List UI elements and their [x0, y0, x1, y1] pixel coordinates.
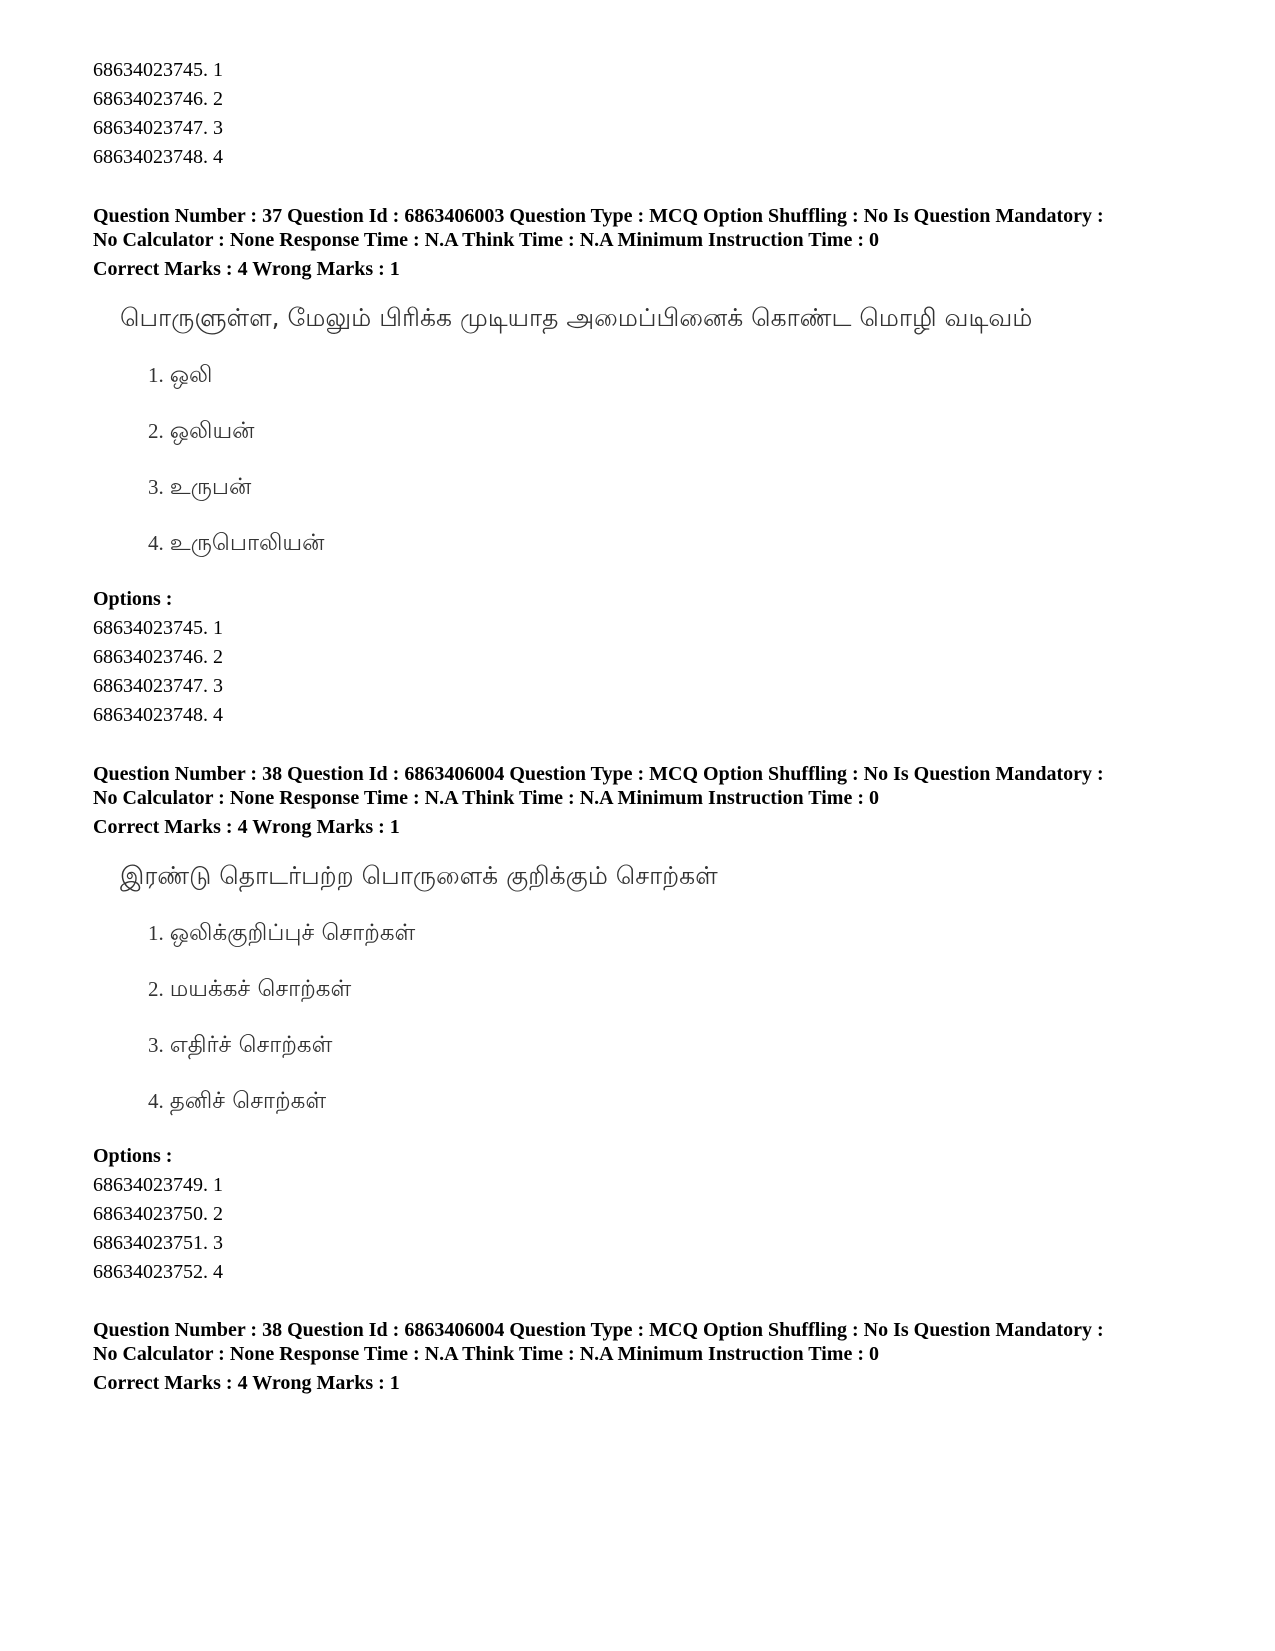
answer-choice: 3. எதிர்ச் சொற்கள் — [148, 1032, 333, 1058]
options-label: Options : — [93, 1145, 173, 1167]
option-row: 68634023747. 3 — [93, 117, 223, 139]
question-header-line-1: Question Number : 38 Question Id : 6863406004 Question Type : MCQ Option Shuffling : No Is Question Mandatory : — [93, 763, 1104, 785]
options-section — [93, 1142, 1213, 1287]
option-row: 68634023747. 3 — [93, 675, 223, 697]
options-section — [93, 585, 1213, 730]
question-header — [93, 1318, 1213, 1395]
option-row: 68634023749. 1 — [93, 1174, 223, 1196]
answer-choice: 1. ஒலி — [148, 362, 213, 388]
option-row: 68634023746. 2 — [93, 88, 223, 110]
answer-choice: 4. உருபொலியன் — [148, 530, 325, 556]
option-row: 68634023748. 4 — [93, 704, 223, 726]
question-header-line-2: No Calculator : None Response Time : N.A Think Time : N.A Minimum Instruction Time : 0 — [93, 787, 879, 809]
question-header-line-2: No Calculator : None Response Time : N.A Think Time : N.A Minimum Instruction Time : 0 — [93, 1343, 879, 1365]
question-header-line-2: No Calculator : None Response Time : N.A Think Time : N.A Minimum Instruction Time : 0 — [93, 229, 879, 251]
option-row: 68634023748. 4 — [93, 146, 223, 168]
option-row: 68634023751. 3 — [93, 1232, 223, 1254]
option-row: 68634023746. 2 — [93, 646, 223, 668]
top-options-list — [93, 56, 1213, 172]
answer-choice: 4. தனிச் சொற்கள் — [148, 1088, 327, 1114]
option-row: 68634023752. 4 — [93, 1261, 223, 1283]
question-marks: Correct Marks : 4 Wrong Marks : 1 — [93, 258, 400, 280]
question-marks: Correct Marks : 4 Wrong Marks : 1 — [93, 816, 400, 838]
answer-choice: 2. மயக்கச் சொற்கள் — [148, 976, 352, 1002]
option-row: 68634023745. 1 — [93, 617, 223, 639]
answer-choice: 1. ஒலிக்குறிப்புச் சொற்கள் — [148, 920, 416, 946]
question-header-line-1: Question Number : 37 Question Id : 6863406003 Question Type : MCQ Option Shuffling : No Is Question Mandatory : — [93, 205, 1104, 227]
question-header-line-1: Question Number : 38 Question Id : 6863406004 Question Type : MCQ Option Shuffling : No Is Question Mandatory : — [93, 1319, 1104, 1341]
question-header — [93, 762, 1213, 839]
question-marks: Correct Marks : 4 Wrong Marks : 1 — [93, 1372, 400, 1394]
question-text: பொருளுள்ள, மேலும் பிரிக்க முடியாத அமைப்பினைக் கொண்ட மொழி வடிவம் — [120, 303, 1033, 332]
question-header — [93, 204, 1213, 281]
options-label: Options : — [93, 588, 173, 610]
option-row: 68634023745. 1 — [93, 59, 223, 81]
answer-choice: 2. ஒலியன் — [148, 418, 255, 444]
question-text: இரண்டு தொடர்பற்ற பொருளைக் குறிக்கும் சொற்கள் — [120, 861, 718, 890]
option-row: 68634023750. 2 — [93, 1203, 223, 1225]
answer-choice: 3. உருபன் — [148, 474, 252, 500]
